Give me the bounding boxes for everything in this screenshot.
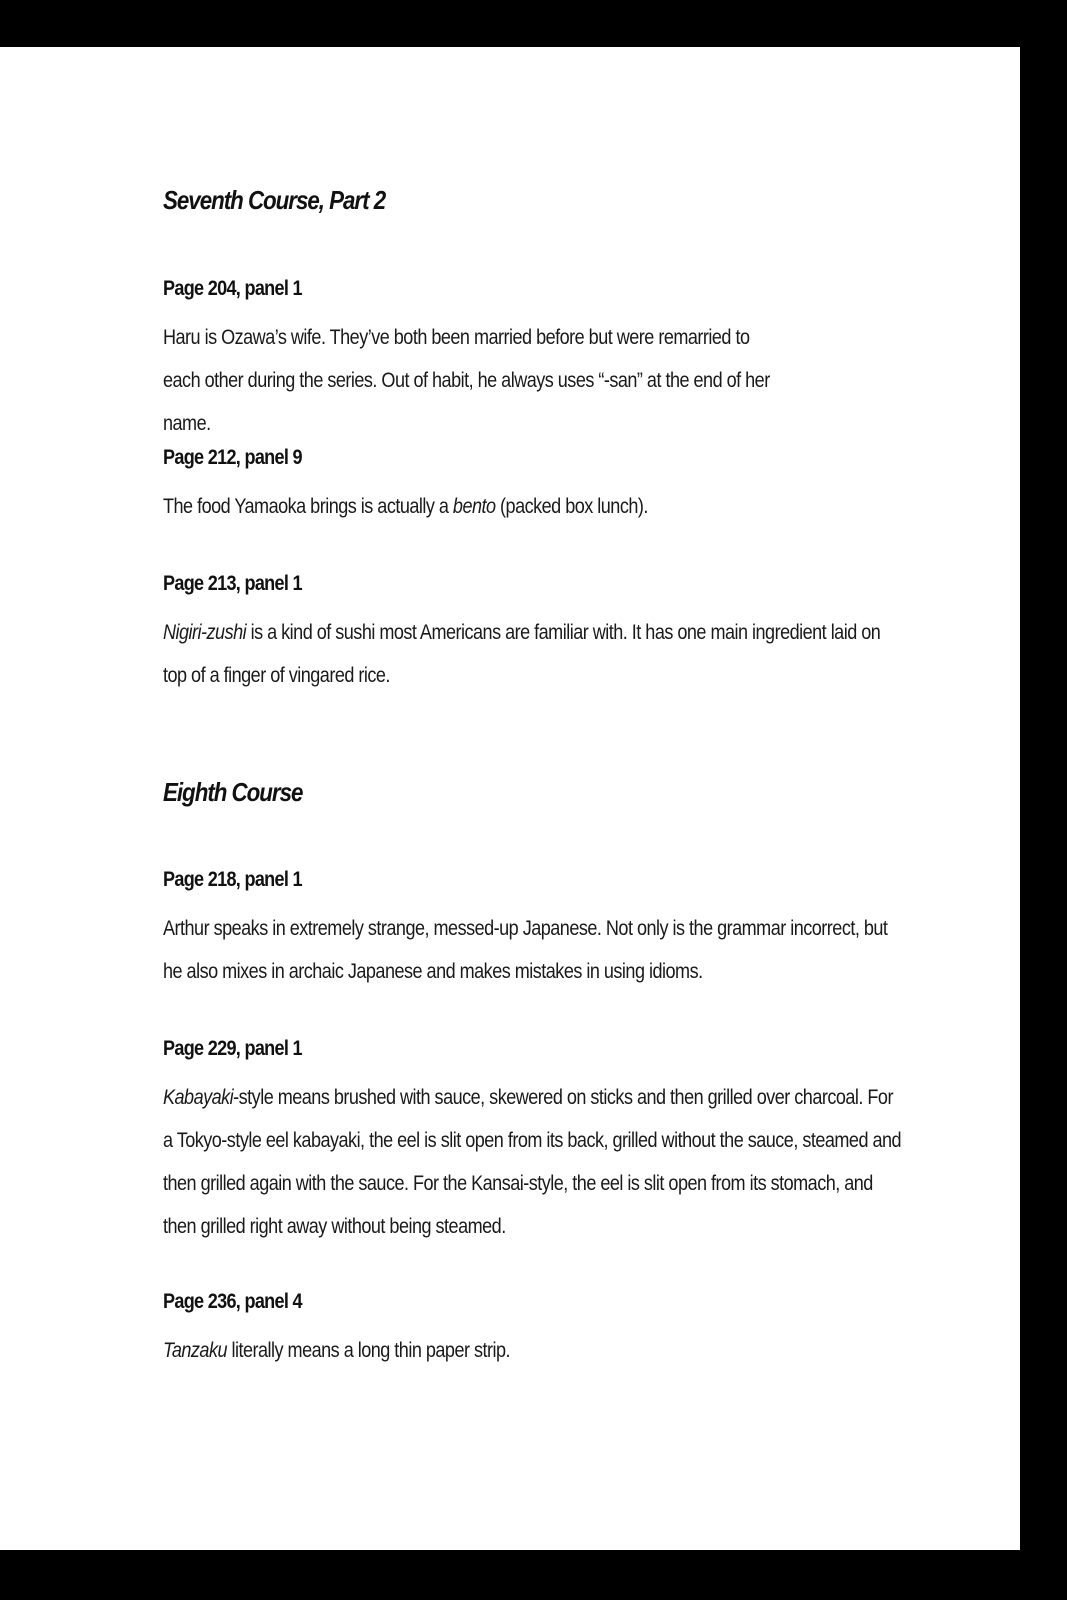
note-page-218 xyxy=(163,867,903,993)
note-text: -style means brushed with sauce, skewered on sticks and then grilled over charcoal. For a Tokyo-style eel kabayaki, the eel is slit open from its back, grilled without the sauce, steamed and then grilled again with the sauce. For the Kansai-style, the eel is slit open from its stomach, and then grilled right away without being steamed. xyxy=(163,1086,902,1238)
note-text: (packed box lunch). xyxy=(495,495,648,518)
note-heading: Page 229, panel 1 xyxy=(163,1037,302,1060)
section-title-eighth-course: Eighth Course xyxy=(163,777,303,807)
note-body xyxy=(163,907,894,993)
note-text: literally means a long thin paper strip. xyxy=(227,1339,511,1362)
note-page-204 xyxy=(163,276,903,445)
note-text-italic: bento xyxy=(452,495,496,518)
note-text: Arthur speaks in extremely strange, messed-up Japanese. Not only is the grammar incorrect, but he also mixes in archaic Japanese and makes mistakes in using idioms. xyxy=(163,917,888,983)
note-page-212 xyxy=(163,445,903,528)
note-text-italic: Nigiri-zushi xyxy=(163,621,247,644)
note-text: The food Yamaoka brings is actually a xyxy=(163,495,453,518)
note-page-229 xyxy=(163,1036,903,1248)
note-body xyxy=(163,316,791,445)
section-title-seventh-course: Seventh Course, Part 2 xyxy=(163,185,386,215)
note-heading: Page 213, panel 1 xyxy=(163,572,302,595)
note-heading: Page 218, panel 1 xyxy=(163,868,302,891)
note-page-236 xyxy=(163,1289,903,1372)
note-heading: Page 236, panel 4 xyxy=(163,1290,302,1313)
note-heading: Page 204, panel 1 xyxy=(163,277,302,300)
note-body xyxy=(163,1329,903,1372)
note-body xyxy=(163,611,903,697)
note-page-213 xyxy=(163,571,903,697)
note-text-italic: Kabayaki xyxy=(163,1086,234,1109)
note-text: Haru is Ozawa’s wife. They’ve both been married before but were remarried to each other during the series. Out of habit, he always uses “-san” at the end of her name. xyxy=(163,326,770,435)
note-body xyxy=(163,485,903,528)
note-text-italic: Tanzaku xyxy=(163,1339,228,1362)
note-heading: Page 212, panel 9 xyxy=(163,446,302,469)
note-body xyxy=(163,1076,903,1248)
book-page xyxy=(0,47,1020,1550)
note-text: is a kind of sushi most Americans are familiar with. It has one main ingredient laid on top of a finger of vingared rice. xyxy=(163,621,881,687)
